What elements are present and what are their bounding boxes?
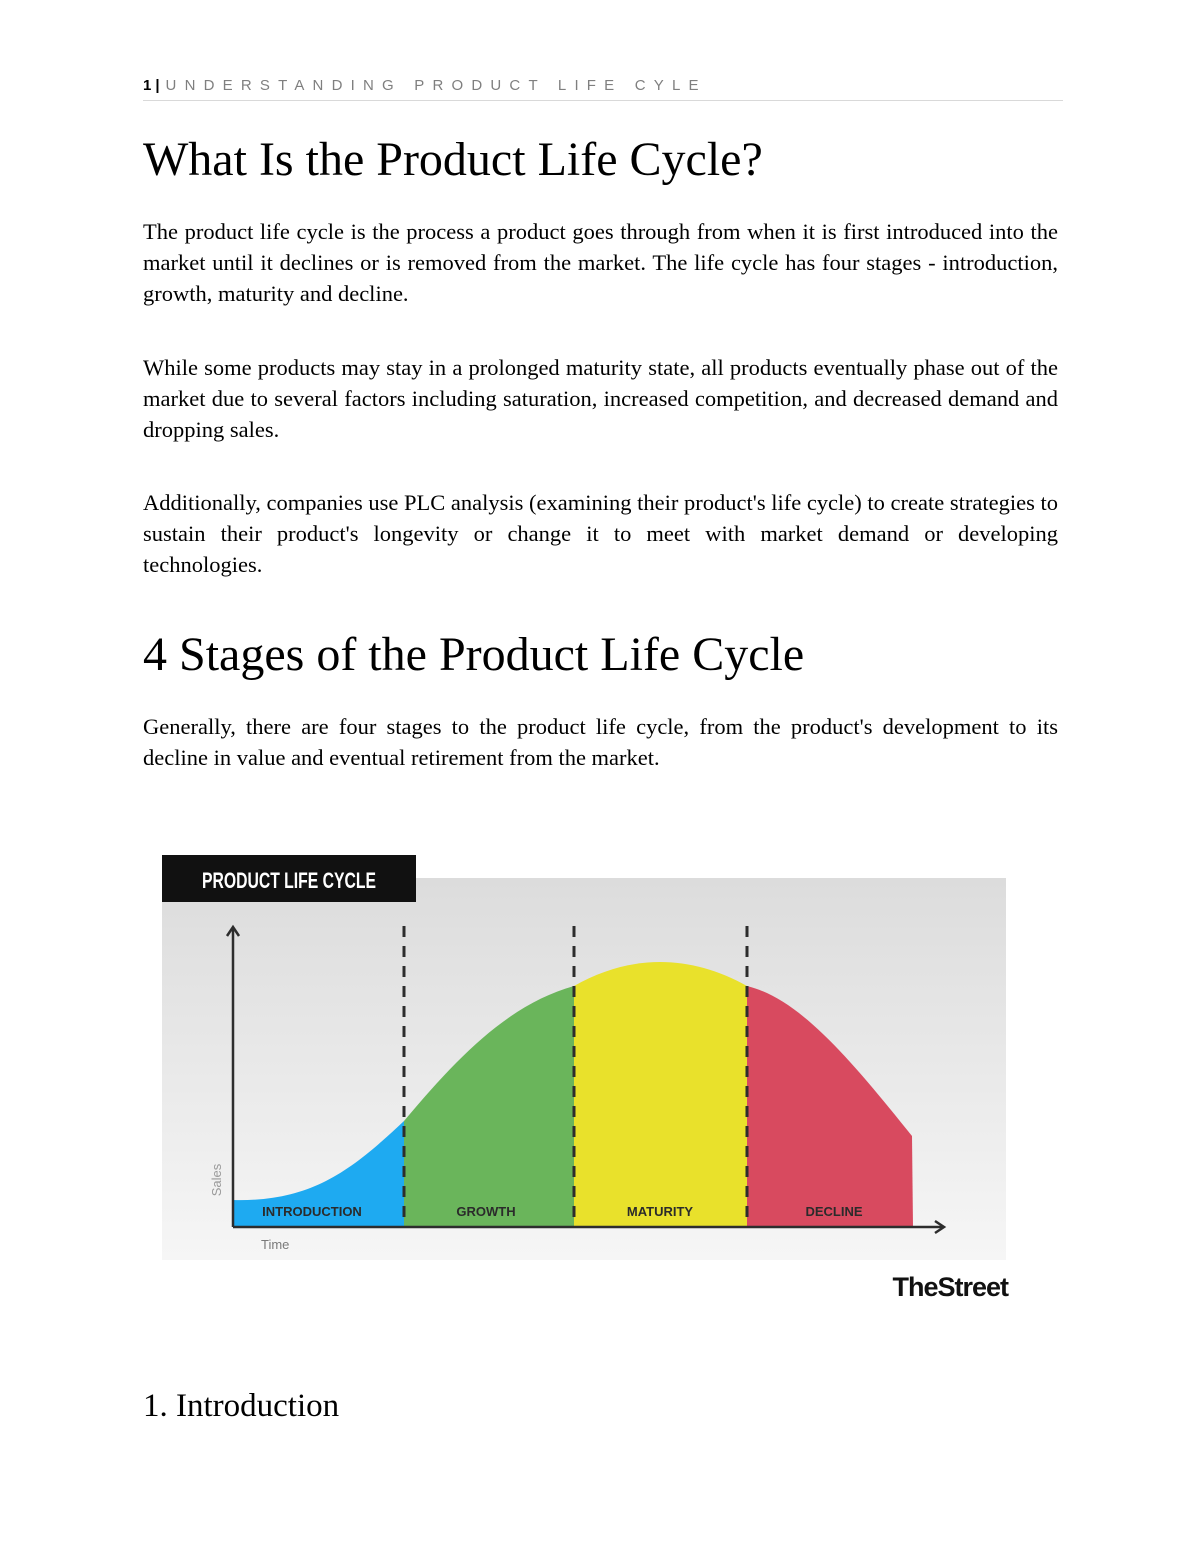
paragraph: Generally, there are four stages to the product life cycle, from the product's development to its decline in value and eventual retirement from the market.: [143, 714, 1058, 770]
plc-diagram: [160, 854, 1010, 1304]
section-heading-introduction: 1. Introduction: [143, 1388, 340, 1424]
section-heading-four-stages: 4 Stages of the Product Life Cycle: [143, 628, 805, 681]
page-number: 1: [143, 77, 152, 94]
figure-title: PRODUCT LIFE CYCLE: [202, 868, 376, 893]
stage-label-introduction: INTRODUCTION: [262, 1204, 362, 1219]
y-axis-label: Sales: [209, 1163, 224, 1197]
header-separator: |: [155, 77, 160, 94]
stage-area-maturity: [574, 962, 747, 1227]
stage-label-decline: DECLINE: [805, 1204, 863, 1219]
paragraph: The product life cycle is the process a product goes through from when it is first introduced into the market until it declines or is removed from the market. The life cycle has four stages - introduction, growth, maturity and decline.: [143, 219, 1058, 306]
running-title: UNDERSTANDING PRODUCT LIFE CYLE: [165, 77, 707, 94]
stage-label-growth: GROWTH: [456, 1204, 516, 1219]
paragraph: Additionally, companies use PLC analysis (examining their product's life cycle) to create strategies to sustain their product's longevity or change it to meet with market demand or developing technologies.: [143, 490, 1058, 577]
running-header: [143, 74, 1063, 101]
stage-label-maturity: MATURITY: [626, 1204, 694, 1219]
section-heading-what-is-plc: What Is the Product Life Cycle?: [143, 133, 763, 186]
product-life-cycle-figure: [160, 854, 1010, 1304]
paragraph: While some products may stay in a prolonged maturity state, all products eventually phase out of the market due to several factors including saturation, increased competition, and decreased demand and dropping sales.: [143, 355, 1058, 442]
x-axis-label: Time: [261, 1237, 290, 1252]
thestreet-logo: TheStreet: [892, 1272, 1008, 1302]
